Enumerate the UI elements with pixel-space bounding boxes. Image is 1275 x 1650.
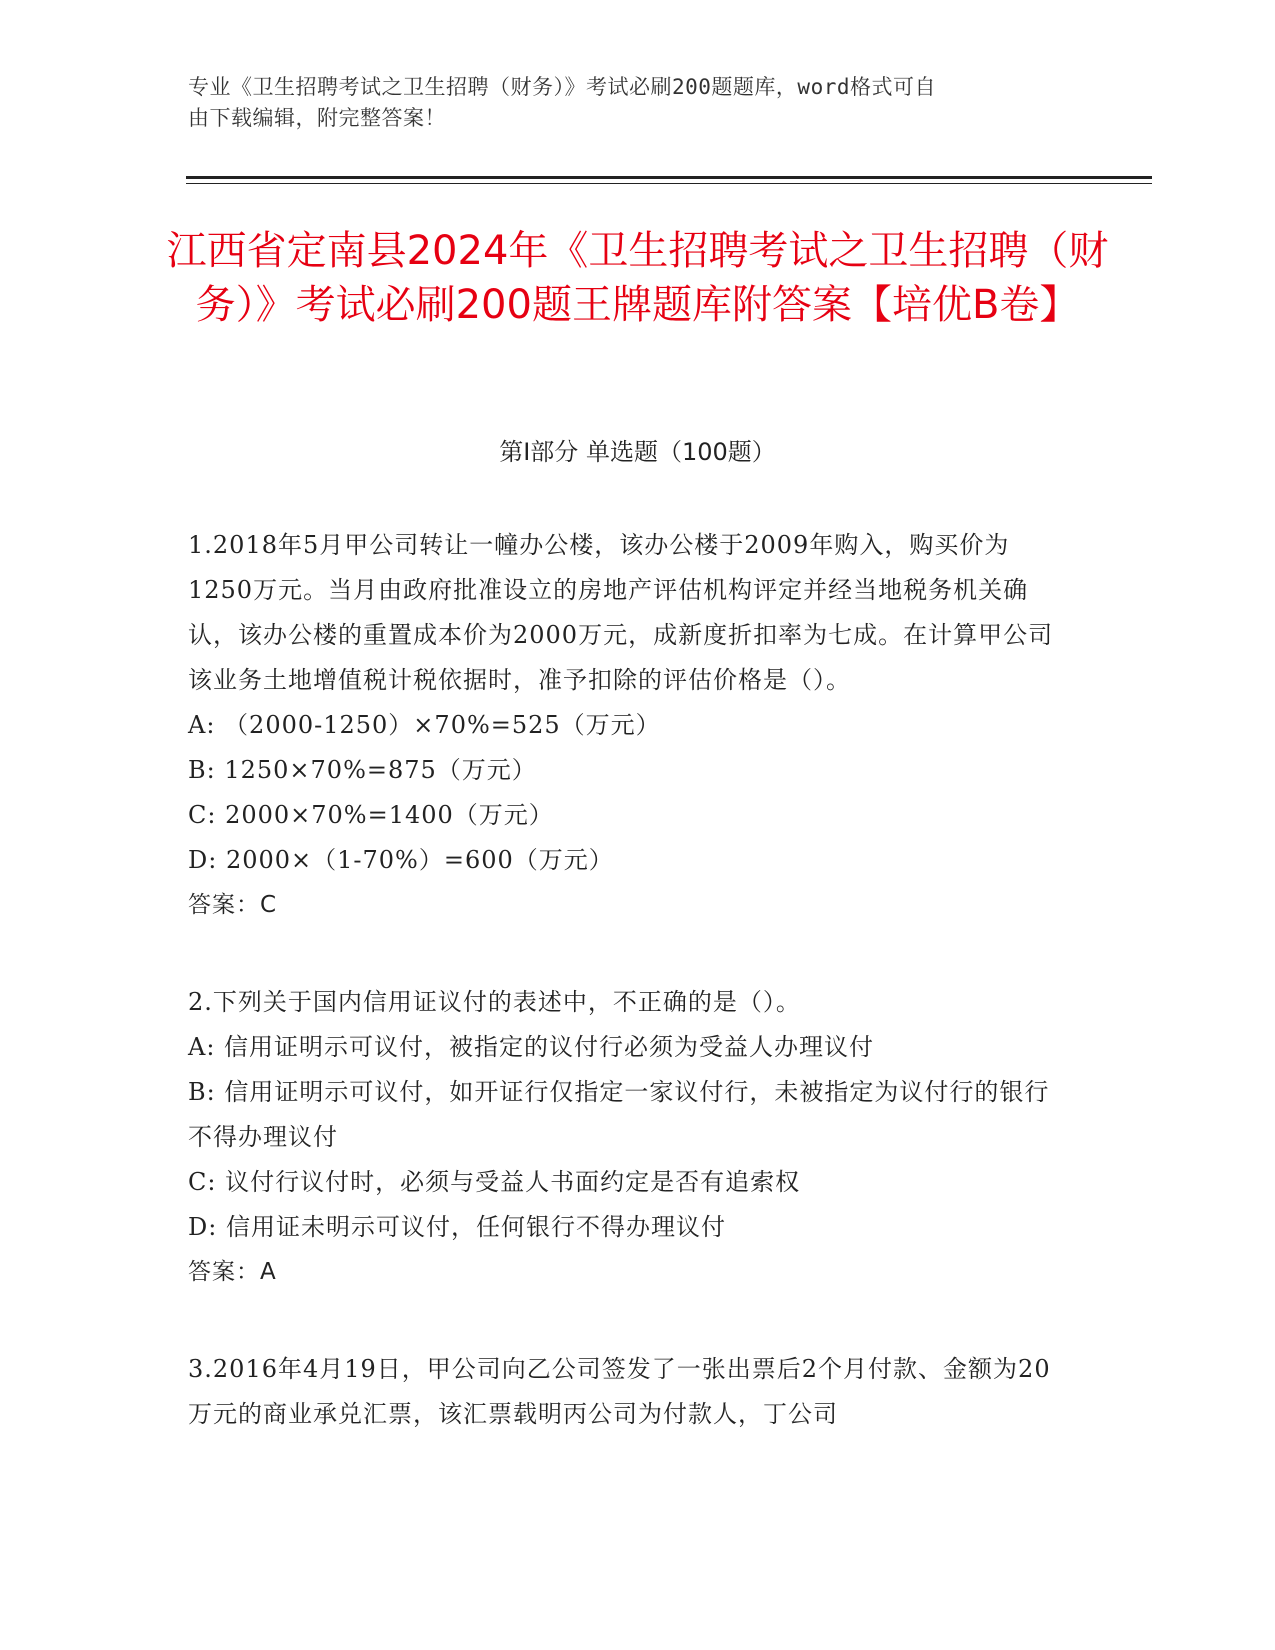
option-d: D: 信用证未明示可议付，任何银行不得办理议付 (188, 1213, 726, 1241)
question-stem: 3.2016年4月19日，甲公司向乙公司签发了一张出票后2个月付款、金额为20万元的商业承兑汇票，该汇票载明丙公司为付款人，丁公司 (188, 1355, 1051, 1428)
option-a: A: （2000-1250）×70%=525（万元） (188, 711, 661, 739)
option-a: A: 信用证明示可议付，被指定的议付行必须为受益人办理议付 (188, 1033, 875, 1061)
option-d: D: 2000×（1-70%）=600（万元） (188, 846, 614, 874)
answer-label: 答案：A (188, 1259, 277, 1285)
header-divider-thick (186, 176, 1152, 179)
document-title: 江西省定南县2024年《卫生招聘考试之卫生招聘（财务）》考试必刷200题王牌题库附答案【培优B卷】 (166, 228, 1109, 328)
question-stem: 2.下列关于国内信用证议付的表述中，不正确的是（）。 (188, 988, 801, 1016)
header-note-line-1: 专业《卫生招聘考试之卫生招聘（财务）》考试必刷200题题库，word格式可自 (188, 75, 936, 99)
question-2 (188, 980, 1068, 1295)
option-b: B: 1250×70%=875（万元） (188, 756, 537, 784)
answer-label: 答案：C (188, 892, 278, 918)
question-stem: 1.2018年5月甲公司转让一幢办公楼，该办公楼于2009年购入，购买价为1250万元。当月由政府批准设立的房地产评估机构评定并经当地税务机关确认，该办公楼的重置成本价为2000万元，成新度折扣率为七成。在计算甲公司该业务土地增值税计税依据时，准予扣除的评估价格是（）。 (188, 531, 1054, 694)
header-note-line-2: 由下载编辑，附完整答案！ (188, 106, 446, 130)
header-divider-thin (186, 183, 1152, 184)
question-1 (188, 523, 1068, 928)
option-c: C: 议付行议付时，必须与受益人书面约定是否有追索权 (188, 1168, 801, 1196)
option-b: B: 信用证明示可议付，如开证行仅指定一家议付行，未被指定为议付行的银行不得办理议付 (188, 1078, 1050, 1151)
header-note (188, 72, 1068, 134)
option-c: C: 2000×70%=1400（万元） (188, 801, 554, 829)
question-list (188, 523, 1068, 1489)
section-heading: 第Ⅰ部分 单选题（100题） (499, 438, 776, 466)
question-3 (188, 1347, 1068, 1437)
